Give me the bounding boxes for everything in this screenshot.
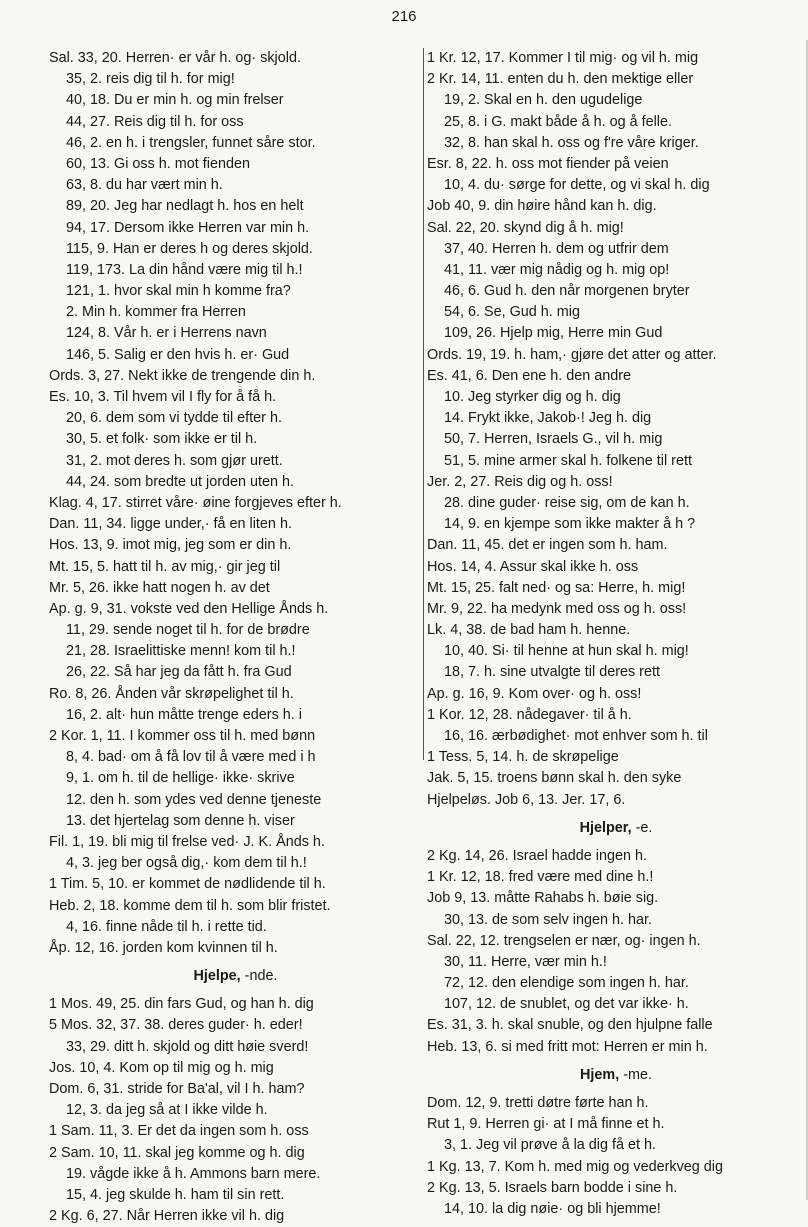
column-divider [423,48,424,760]
entry-line: 32, 8. han skal h. oss og f're våre kriger. [444,134,699,151]
entry-line: 19. vågde ikke å h. Ammons barn mere. [66,1165,321,1182]
entry-line: 1 Kr. 12, 17. Kommer I til mig· og vil h. mig [427,50,699,66]
entry-line: Åp. 12, 16. jorden kom kvinnen til h. [49,939,278,956]
entry-line: 10. Jeg styrker dig og h. dig [444,389,621,405]
entry-line: 8, 4. bad· om å få lov til å være med i h [66,749,316,766]
entry-line: Hos. 14, 4. Assur skal ikke h. oss [427,558,639,575]
entry-line: Mt. 15, 25. falt ned· og sa: Herre, h. mig! [427,579,686,596]
entry-line: 10, 40. Si· til henne at hun skal h. mig! [444,643,689,660]
entry-line: Ords. 3, 27. Nekt ikke de trengende din h. [49,367,316,384]
entry-line: 2 Kr. 14, 11. enten du h. den mektige eller [427,71,694,88]
entry-line: Ords. 19, 19. h. ham,· gjøre det atter og atter. [427,346,717,363]
entry-line: 1 Mos. 49, 25. din fars Gud, og han h. dig [49,996,314,1013]
entry-line: Dan. 11, 45. det er ingen som h. ham. [427,537,668,554]
entry-line: 25, 8. i G. makt både å h. og å felle. [444,113,672,130]
entry-line: 31, 2. mot deres h. som gjør urett. [66,452,283,469]
entry-line: Sal. 22, 12. trengselen er nær, og· ingen h. [427,932,701,949]
entry-line: 107, 12. de snublet, og det var ikke· h. [444,996,689,1013]
entry-line: Ap. g. 9, 31. vokste ved den Hellige Ånds h. [49,600,329,617]
entry-line: 72, 12. den elendige som ingen h. har. [444,975,689,992]
entry-line: 1 Kr. 12, 18. fred være med dine h.! [427,869,654,886]
entry-line: Job 40, 9. din høire hånd kan h. dig. [427,198,657,215]
page-number: 216 [391,8,417,25]
entry-line: 54, 6. Se, Gud h. mig [444,304,580,321]
entry-line: 2 Kg. 14, 26. Israel hadde ingen h. [427,847,648,864]
entry-line: 2 Kg. 6, 27. Når Herren ikke vil h. dig [49,1208,285,1225]
entry-line: 44, 27. Reis dig til h. for oss [66,113,244,130]
heading-suffix: -nde. [240,968,278,985]
entry-line: 50, 7. Herren, Israels G., vil h. mig [444,431,663,448]
entry-line: 46, 2. en h. i trengsler, funnet såre stor. [66,134,316,151]
entry-line: 35, 2. reis dig til h. for mig! [66,71,235,88]
entry-line: 94, 17. Dersom ikke Herren var min h. [66,219,310,236]
entry-line: 2. Min h. kommer fra Herren [66,304,246,321]
entry-line: Ap. g. 16, 9. Kom over· og h. oss! [427,685,642,702]
entry-line: Es. 10, 3. Til hvem vil I fly for å få h. [49,389,277,405]
heading-suffix: -e. [631,819,653,836]
entry-line: 146, 5. Salig er den hvis h. er· Gud [66,346,290,363]
section-heading [427,818,805,839]
right-column [427,48,805,1220]
entry-line: 5 Mos. 32, 37. 38. deres guder· h. eder! [49,1017,303,1034]
entry-line: 1 Kg. 13, 7. Kom h. med mig og vederkveg dig [427,1158,723,1175]
entry-line: 37, 40. Herren h. dem og utfrir dem [444,240,669,257]
entry-line: Klag. 4, 17. stirret våre· øine forgjeves efter h. [49,494,342,511]
entry-line: 60, 13. Gi oss h. mot fienden [66,155,250,172]
left-column [49,48,422,1227]
entry-line: 18, 7. h. sine utvalgte til deres rett [444,664,660,681]
entry-line: 9, 1. om h. til de hellige· ikke· skrive [66,770,295,787]
entry-line: 30, 5. et folk· som ikke er til h. [66,431,258,448]
entry-line: 26, 22. Så har jeg da fått h. fra Gud [66,664,292,681]
entry-line: 1 Tim. 5, 10. er kommet de nødlidende til h. [49,876,326,893]
entry-line: 3, 1. Jeg vil prøve å la dig få et h. [444,1137,656,1154]
entry-line: Dan. 11, 34. ligge under,· få en liten h. [49,516,292,533]
entry-line: 63, 8. du har vært min h. [66,177,223,194]
entry-line: 109, 26. Hjelp mig, Herre min Gud [444,325,663,342]
entry-line: 124, 8. Vår h. er i Herrens navn [66,325,267,342]
entry-line: 115, 9. Han er deres h og deres skjold. [66,240,313,257]
entry-line: Mt. 15, 5. hatt til h. av mig,· gir jeg til [49,558,281,575]
entry-line: 14. Frykt ikke, Jakob·! Jeg h. dig [444,410,652,427]
entry-line: 41, 11. vær mig nådig og h. mig op! [444,261,670,278]
heading-word: Hjem, [580,1066,620,1083]
entry-line: Es. 41, 6. Den ene h. den andre [427,367,632,384]
entry-line: Jak. 5, 15. troens bønn skal h. den syke [427,770,682,787]
entry-line: 44, 24. som bredte ut jorden uten h. [66,473,295,490]
entry-line: 11, 29. sende noget til h. for de brødre [66,622,310,639]
entry-line: Jos. 10, 4. Kom op til mig og h. mig [49,1059,274,1076]
entry-line: 12. den h. som ydes ved denne tjeneste [66,791,322,808]
entry-line: 21, 28. Israelittiske menn! kom til h.! [66,643,296,660]
entry-line: Sal. 33, 20. Herren· er vår h. og· skjold. [49,50,301,66]
entry-line: Hos. 13, 9. imot mig, jeg som er din h. [49,537,292,554]
entry-line: Es. 31, 3. h. skal snuble, og den hjulpne falle [427,1017,713,1034]
entry-line: 28. dine guder· reise sig, om de kan h. [444,494,690,511]
entry-line: Heb. 13, 6. si med fritt mot: Herren er min h. [427,1038,708,1055]
entry-line: 46, 6. Gud h. den når morgenen bryter [444,283,690,300]
entry-line: 89, 20. Jeg har nedlagt h. hos en helt [66,198,304,215]
heading-word: Hjelpe, [193,968,241,985]
entry-line: 4, 3. jeg ber også dig,· kom dem til h.! [66,855,307,872]
entry-line: 4, 16. finne nåde til h. i rette tid. [66,918,267,935]
entry-line: Lk. 4, 38. de bad ham h. henne. [427,622,631,639]
entry-line: Sal. 22, 20. skynd dig å h. mig! [427,219,624,236]
section-heading [427,1065,805,1086]
heading-word: Hjelper, [579,819,632,836]
entry-line: 19, 2. Skal en h. den ugudelige [444,92,643,109]
entry-line: Job 9, 13. måtte Rahabs h. bøie sig. [427,890,659,907]
entry-line: 1 Sam. 11, 3. Er det da ingen som h. oss [49,1123,309,1140]
section-heading [49,966,422,987]
entry-line: 1 Kor. 12, 28. nådegaver· til å h. [427,706,632,723]
entry-line: 30, 13. de som selv ingen h. har. [444,911,652,928]
entry-line: Jer. 2, 27. Reis dig og h. oss! [427,473,613,490]
entry-line: 121, 1. hvor skal min h komme fra? [66,283,291,300]
entry-line: Rut 1, 9. Herren gi· at I må finne et h. [427,1116,665,1133]
entry-line: Esr. 8, 22. h. oss mot fiender på veien [427,155,669,172]
entry-line: 51, 5. mine armer skal h. folkene til rett [444,452,692,469]
entry-line: 119, 173. La din hånd være mig til h.! [66,261,303,278]
entry-line: 10, 4. du· sørge for dette, og vi skal h. dig [444,177,710,194]
entry-line: Mr. 9, 22. ha medynk med oss og h. oss! [427,600,687,617]
entry-line: 16, 16. ærbødighet· mot enhver som h. til [444,728,708,744]
entry-line: 13. det hjertelag som denne h. viser [66,812,295,829]
entry-line: Ro. 8, 26. Ånden vår skrøpelighet til h. [49,685,294,702]
entry-line: 33, 29. ditt h. skjold og ditt høie sverd! [66,1038,309,1055]
entry-line: Fil. 1, 19. bli mig til frelse ved· J. K. Ånds h. [49,833,325,850]
entry-line: 14, 9. en kjempe som ikke makter å h ? [444,516,696,533]
entry-line: 20, 6. dem som vi tydde til efter h. [66,410,282,427]
heading-suffix: -me. [619,1066,652,1083]
entry-line: Hjelpeløs. Job 6, 13. Jer. 17, 6. [427,791,626,808]
entry-line: 14, 10. la dig nøie· og bli hjemme! [444,1200,661,1217]
entry-line: Heb. 2, 18. komme dem til h. som blir fristet. [49,897,331,914]
entry-line: 1 Tess. 5, 14. h. de skrøpelige [427,749,619,766]
entry-line: 30, 11. Herre, vær min h.! [444,953,607,970]
entry-line: Mr. 5, 26. ikke hatt nogen h. av det [49,579,270,596]
entry-line: 15, 4. jeg skulde h. ham til sin rett. [66,1186,285,1203]
entry-line: 2 Kor. 1, 11. I kommer oss til h. med bønn [49,728,316,744]
entry-line: Dom. 6, 31. stride for Ba'al, vil I h. ham? [49,1081,305,1097]
entry-line: 2 Sam. 10, 11. skal jeg komme og h. dig [49,1144,305,1161]
entry-line: Dom. 12, 9. tretti døtre førte han h. [427,1095,649,1111]
entry-line: 16, 2. alt· hun måtte trenge eders h. i [66,706,302,723]
entry-line: 2 Kg. 13, 5. Israels barn bodde i sine h. [427,1179,678,1196]
entry-line: 12, 3. da jeg så at I ikke vilde h. [66,1102,268,1119]
entry-line: 40, 18. Du er min h. og min frelser [66,92,284,109]
